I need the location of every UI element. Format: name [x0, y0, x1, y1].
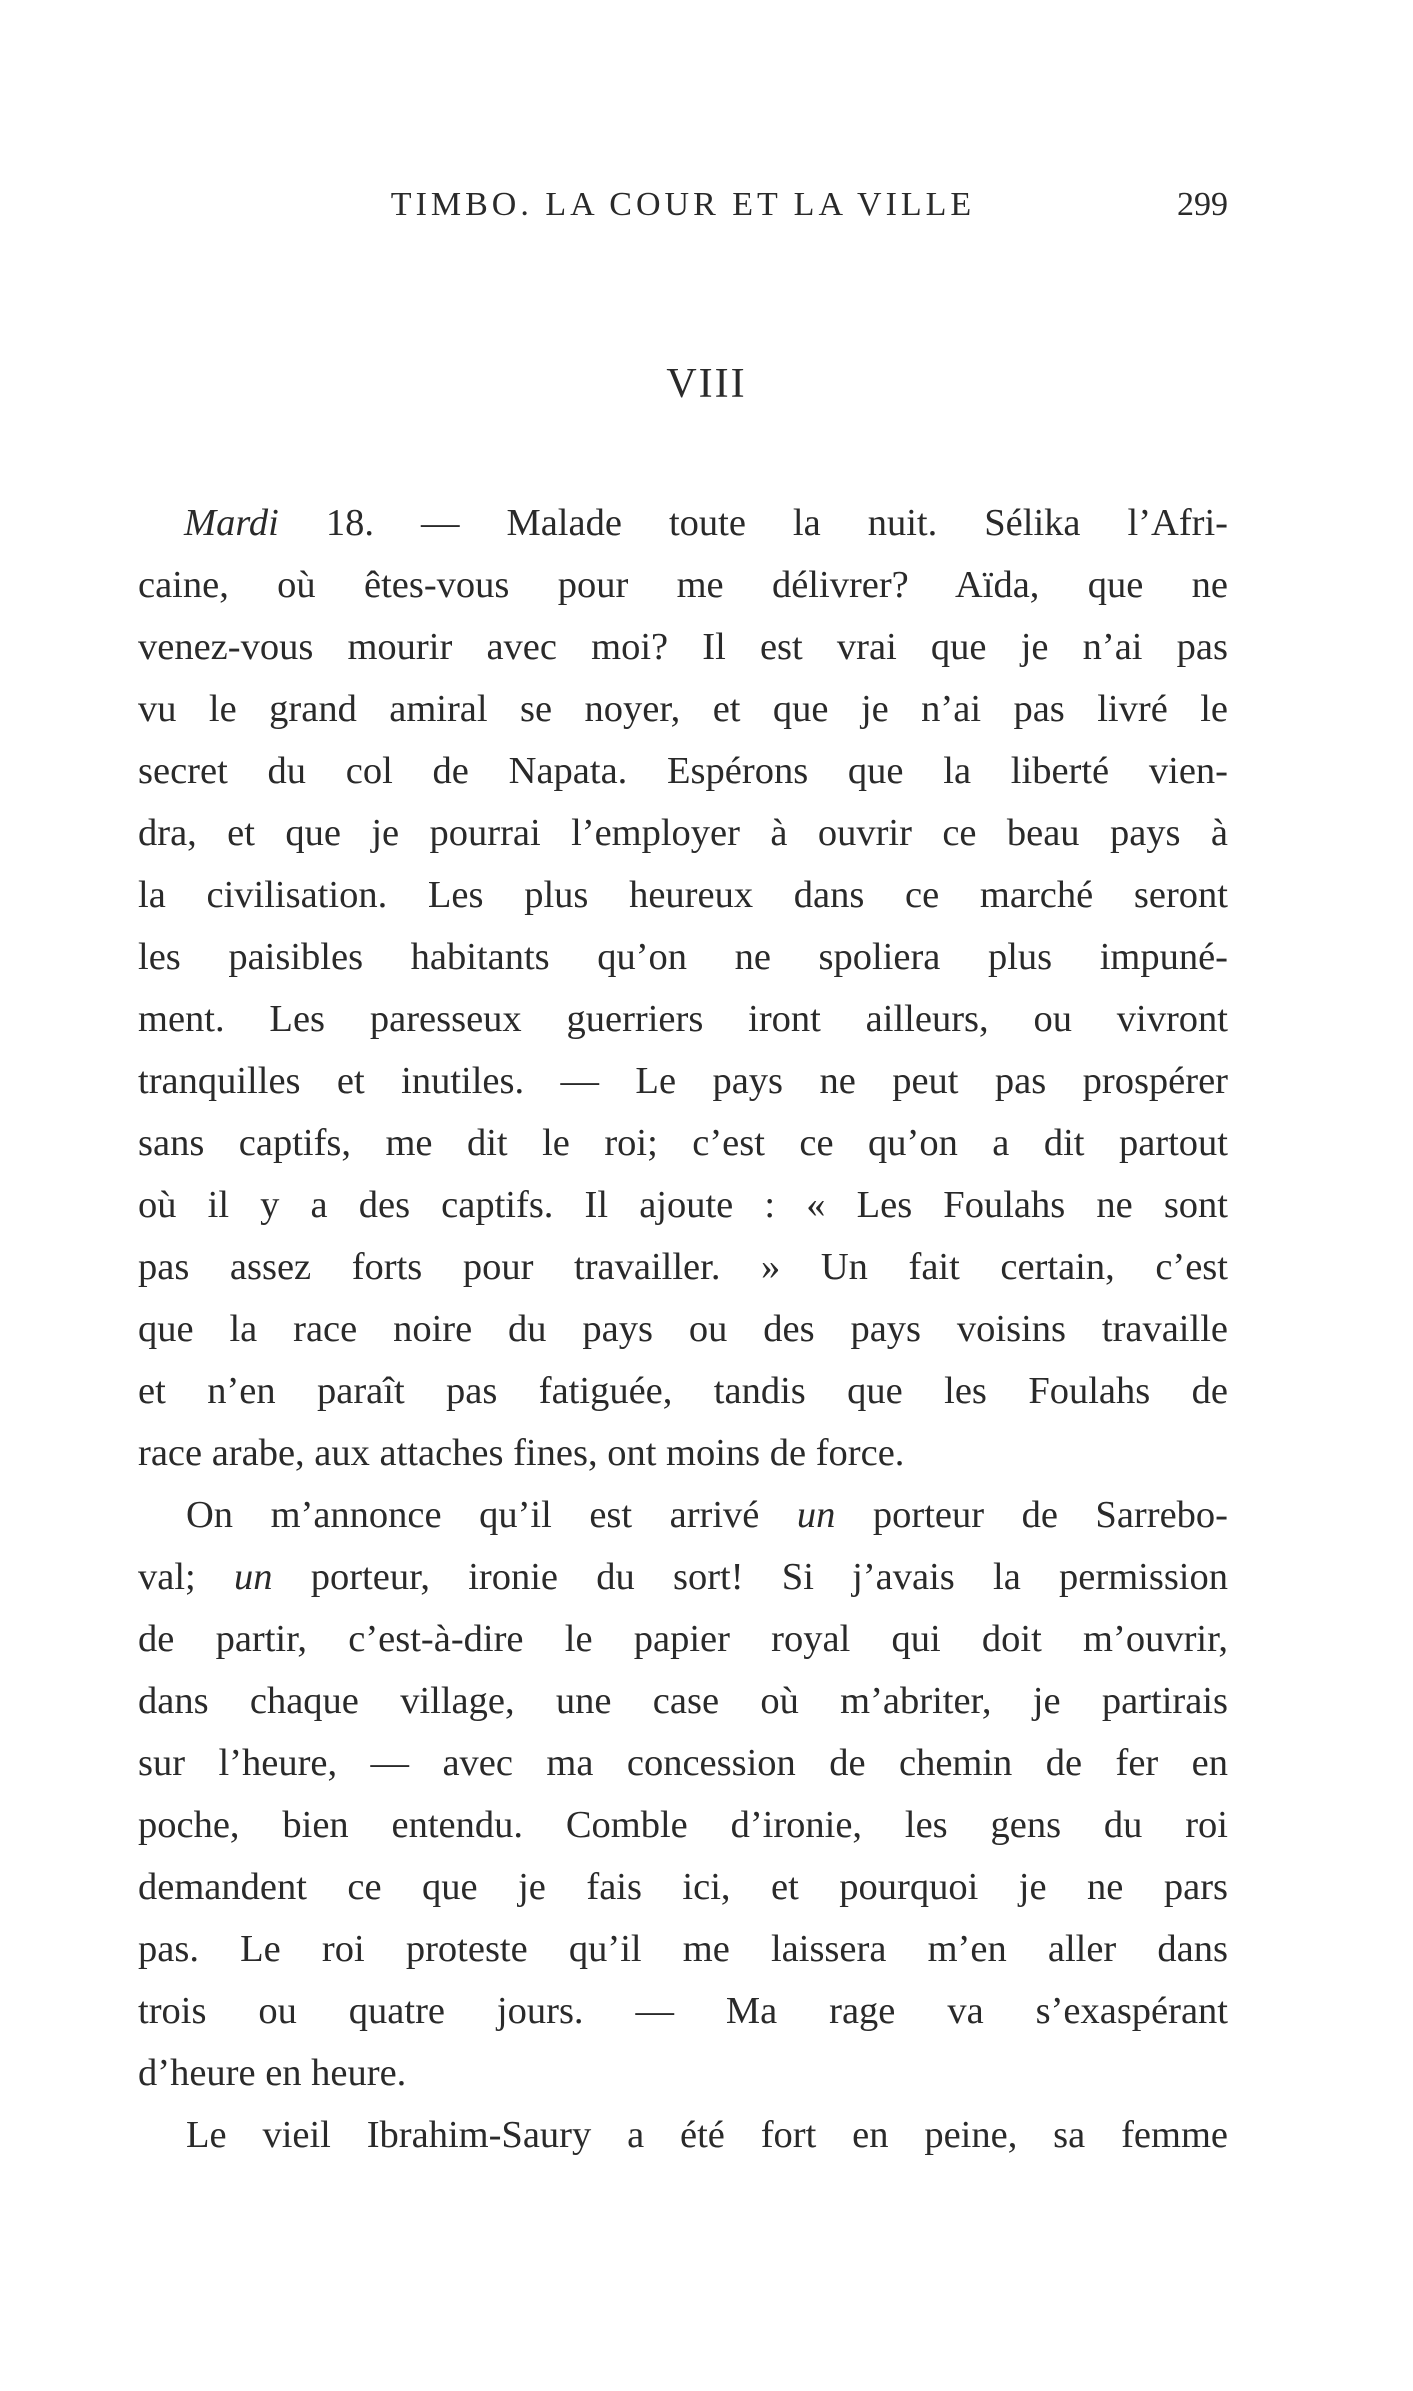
text-line: Le vieil Ibrahim-Saury a été fort en peine, sa femme	[186, 2114, 1228, 2156]
text-line: la civilisation. Les plus heureux dans ce marché seront	[138, 874, 1228, 916]
page-number: 299	[1177, 186, 1228, 223]
text-line: et n’en paraît pas fatiguée, tandis que les Foulahs de	[138, 1370, 1228, 1412]
text-line: que la race noire du pays ou des pays voisins travaille	[138, 1308, 1228, 1350]
text-run: val;	[138, 1556, 234, 1598]
text-run: 18. — Malade toute la nuit. Sélika l’Afri-	[278, 502, 1228, 544]
text-run: porteur de Sarrebo-	[835, 1494, 1228, 1536]
text-line: sur l’heure, — avec ma concession de chemin de fer en	[138, 1742, 1228, 1784]
section-heading: VIII	[666, 361, 747, 407]
text-line: vu le grand amiral se noyer, et que je n’ai pas livré le	[138, 688, 1228, 730]
text-run: porteur, ironie du sort! Si j’avais la permission	[272, 1556, 1228, 1598]
italic-word: un	[796, 1494, 836, 1536]
text-line: caine, où êtes-vous pour me délivrer? Aïda, que ne	[138, 564, 1228, 606]
running-head	[138, 186, 1228, 228]
text-line: demandent ce que je fais ici, et pourquoi je ne pars	[138, 1866, 1228, 1908]
italic-word: un	[233, 1556, 273, 1598]
text-line: venez-vous mourir avec moi? Il est vrai que je n’ai pas	[138, 626, 1228, 668]
running-title: TIMBO. LA COUR ET LA VILLE	[390, 186, 976, 223]
text-run: On m’annonce qu’il est arrivé	[186, 1494, 797, 1536]
text-line: où il y a des captifs. Il ajoute : « Les Foulahs ne sont	[138, 1184, 1228, 1226]
text-line	[138, 1546, 1228, 1608]
text-line: dra, et que je pourrai l’employer à ouvrir ce beau pays à	[138, 812, 1228, 854]
text-line: pas. Le roi proteste qu’il me laissera m’en aller dans	[138, 1928, 1228, 1970]
italic-date: Mardi	[184, 502, 279, 544]
text-line: secret du col de Napata. Espérons que la liberté vien-	[138, 750, 1228, 792]
text-line	[138, 1484, 1228, 1546]
text-line: trois ou quatre jours. — Ma rage va s’exaspérant	[138, 1990, 1228, 2032]
text-line: sans captifs, me dit le roi; c’est ce qu’on a dit partout	[138, 1122, 1228, 1164]
text-line: poche, bien entendu. Comble d’ironie, les gens du roi	[138, 1804, 1228, 1846]
text-line: tranquilles et inutiles. — Le pays ne peut pas prospérer	[138, 1060, 1228, 1102]
text-line: ment. Les paresseux guerriers iront ailleurs, ou vivront	[138, 998, 1228, 1040]
text-line: pas assez forts pour travailler. » Un fait certain, c’est	[138, 1246, 1228, 1288]
text-line: de partir, c’est-à-dire le papier royal qui doit m’ouvrir,	[138, 1618, 1228, 1660]
text-line: les paisibles habitants qu’on ne spoliera plus impuné-	[138, 936, 1228, 978]
text-line	[138, 492, 1228, 554]
text-line: d’heure en heure.	[138, 2052, 407, 2094]
text-line: race arabe, aux attaches fines, ont moins de force.	[138, 1432, 905, 1474]
body-text	[138, 492, 1228, 2166]
text-line: dans chaque village, une case où m’abriter, je partirais	[138, 1680, 1228, 1722]
